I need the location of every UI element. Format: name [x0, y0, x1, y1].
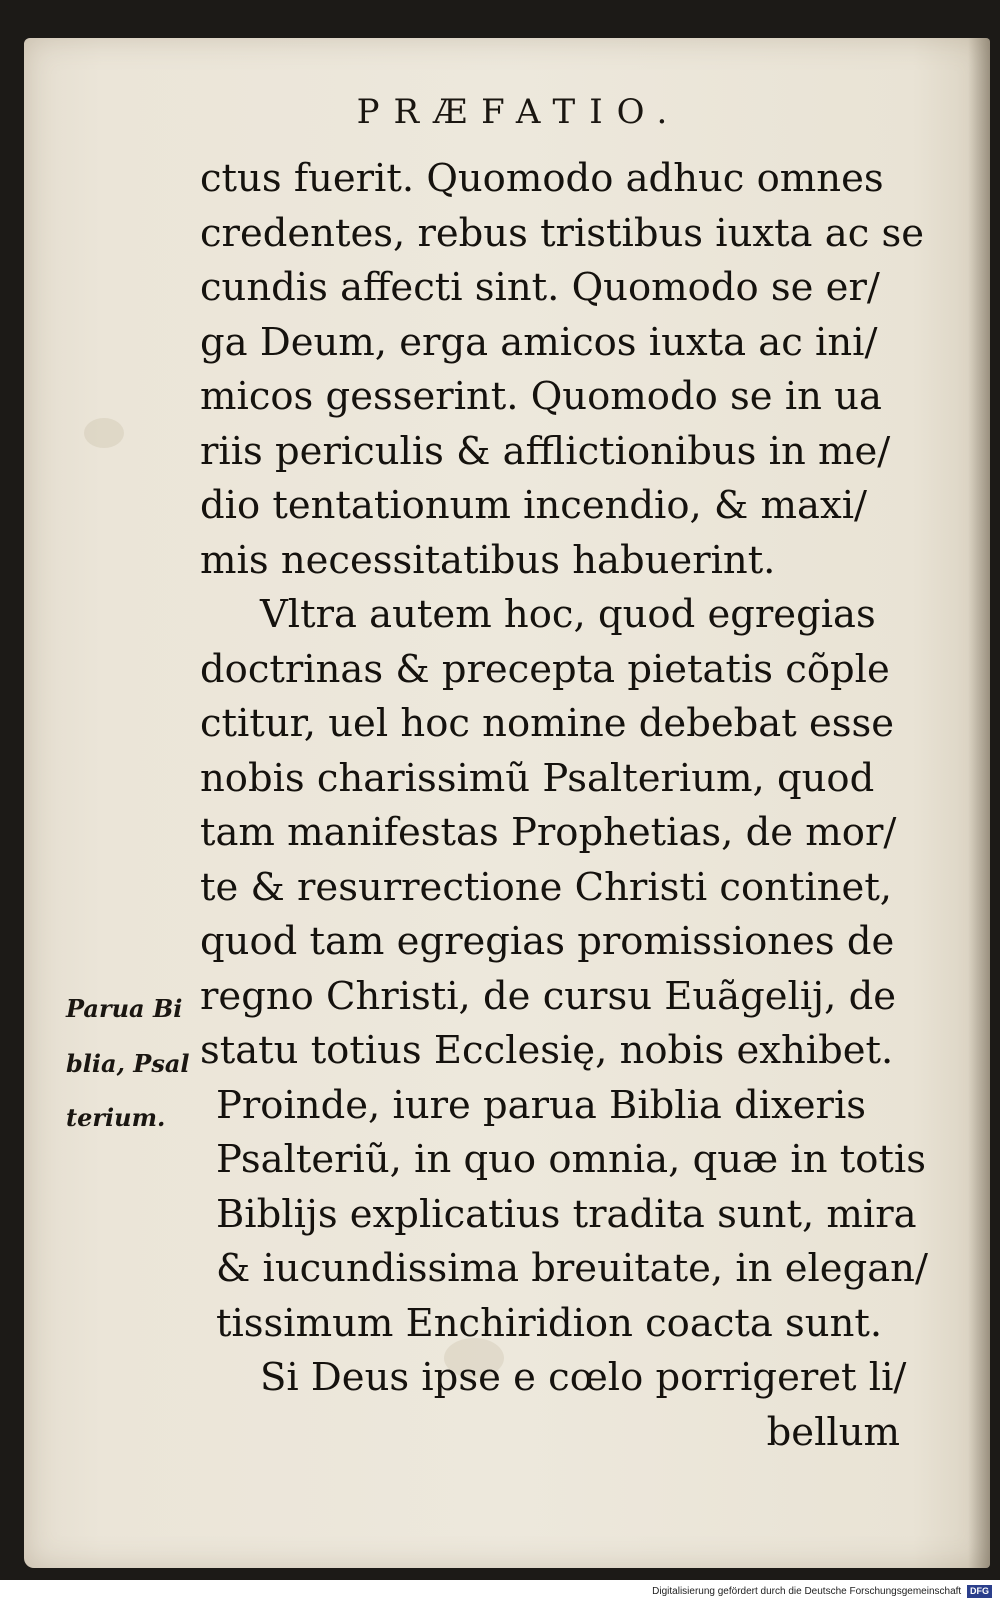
body-text	[200, 152, 928, 1460]
text-line: credentes, rebus tristibus iuxta ac se	[200, 210, 925, 256]
text-line: dio tentationum incendio, & maxi/	[200, 483, 867, 528]
text-line: ga Deum, erga amicos iuxta ac ini/	[200, 319, 878, 365]
text-line: doctrinas & precepta pietatis cõple	[200, 646, 890, 692]
marginal-note-line: terium.	[66, 1103, 166, 1132]
text-line: Si Deus ipse e cœlo porrigeret li/	[260, 1355, 907, 1400]
text-line: te & resurrectione Christi continet,	[200, 864, 893, 910]
text-line: Proinde, iure parua Biblia dixeris	[216, 1082, 867, 1128]
digitization-credit	[0, 1580, 1000, 1603]
text-line: ctitur, uel hoc nomine debebat esse	[200, 701, 895, 746]
text-line: tam manifestas Prophetias, de mor/	[200, 810, 897, 855]
dfg-logo-icon: DFG	[967, 1585, 992, 1598]
running-head: PRÆFATIO.	[356, 92, 682, 132]
text-line: Vltra autem hoc, quod egregias	[260, 592, 876, 637]
text-line: & iucundissima breuitate, in elegan/	[216, 1246, 928, 1291]
text-line: regno Christi, de cursu Euãgelij, de	[200, 973, 897, 1019]
credit-text: Digitalisierung gefördert durch die Deutsche Forschungsgemeinschaft	[652, 1586, 962, 1597]
marginal-note-line: Parua Bi	[66, 994, 183, 1023]
text-line: Biblijs explicatius tradita sunt, mira	[216, 1191, 917, 1237]
text-line: mis necessitatibus habuerint.	[200, 537, 776, 583]
text-line: tissimum Enchiridion coacta sunt.	[216, 1300, 883, 1346]
gutter-shadow	[968, 38, 990, 1568]
text-line: ctus fuerit. Quomodo adhuc omnes	[200, 156, 884, 201]
paper-stain	[84, 418, 124, 448]
text-line: cundis affecti sint. Quomodo se er/	[200, 265, 880, 310]
text-line: nobis charissimũ Psalterium, quod	[200, 755, 875, 801]
text-line: quod tam egregias promissiones de	[200, 919, 895, 964]
text-line: statu totius Ecclesię, nobis exhibet.	[200, 1028, 894, 1073]
catchword: bellum	[766, 1409, 900, 1455]
text-line: riis periculis & afflictionibus in me/	[200, 428, 891, 474]
marginal-note-line: blia, Psal	[66, 1048, 190, 1078]
marginal-note	[66, 982, 216, 1146]
text-line: micos gesserint. Quomodo se in ua	[200, 374, 882, 419]
text-line: Psalteriũ, in quo omnia, quæ in totis	[216, 1137, 926, 1182]
